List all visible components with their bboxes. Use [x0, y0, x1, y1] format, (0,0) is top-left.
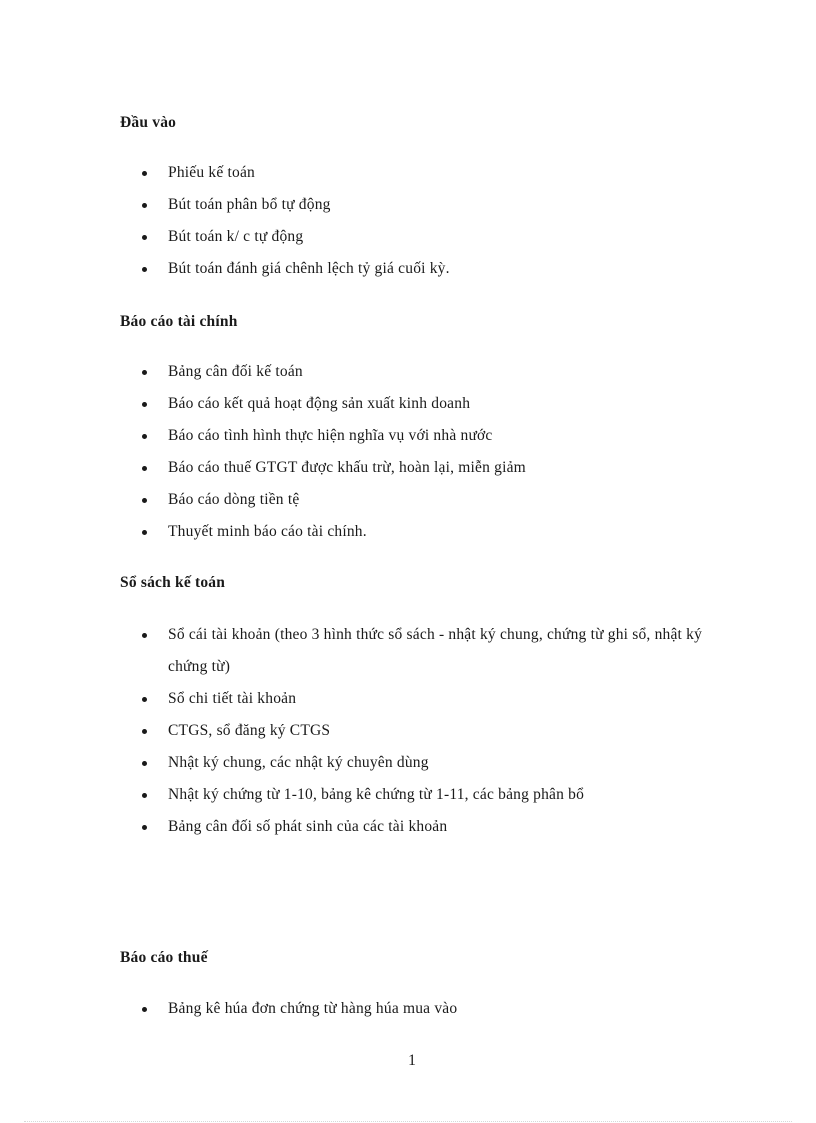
list-item: Bút toán phân bổ tự động [140, 189, 720, 221]
list-item: Thuyết minh báo cáo tài chính. [140, 516, 720, 548]
list-item: CTGS, sổ đăng ký CTGS [140, 715, 720, 747]
section-heading-inputs: Đầu vào [120, 114, 177, 131]
list-item: Bảng cân đối số phát sinh của các tài khoản [140, 811, 720, 843]
list-accounting-books [140, 619, 720, 843]
section-heading-financial-reports: Báo cáo tài chính [120, 313, 238, 330]
list-item: Bảng cân đối kế toán [140, 356, 720, 388]
list-item: Nhật ký chung, các nhật ký chuyên dùng [140, 747, 720, 779]
list-item: Bảng kê húa đơn chứng từ hàng húa mua vào [140, 993, 720, 1025]
list-item: Bút toán k/ c tự động [140, 221, 720, 253]
list-inputs [140, 157, 720, 285]
list-item: Báo cáo dòng tiền tệ [140, 484, 720, 516]
list-financial-reports [140, 356, 720, 548]
page-bottom-divider [24, 1121, 792, 1122]
list-item: Phiếu kế toán [140, 157, 720, 189]
list-item: Báo cáo tình hình thực hiện nghĩa vụ với nhà nước [140, 420, 720, 452]
list-item: Báo cáo thuế GTGT được khấu trừ, hoàn lại, miễn giảm [140, 452, 720, 484]
list-item: Sổ chi tiết tài khoản [140, 683, 720, 715]
list-tax-reports [140, 993, 720, 1025]
list-item: Sổ cái tài khoản (theo 3 hình thức sổ sách - nhật ký chung, chứng từ ghi sổ, nhật ký chứng từ) [140, 619, 720, 683]
section-heading-accounting-books: Sổ sách kế toán [120, 574, 226, 591]
section-heading-tax-reports: Báo cáo thuế [120, 949, 208, 966]
list-item: Nhật ký chứng từ 1-10, bảng kê chứng từ 1-11, các bảng phân bổ [140, 779, 720, 811]
page-number: 1 [408, 1052, 416, 1069]
list-item: Báo cáo kết quả hoạt động sản xuất kinh doanh [140, 388, 720, 420]
list-item: Bút toán đánh giá chênh lệch tỷ giá cuối kỳ. [140, 253, 720, 285]
